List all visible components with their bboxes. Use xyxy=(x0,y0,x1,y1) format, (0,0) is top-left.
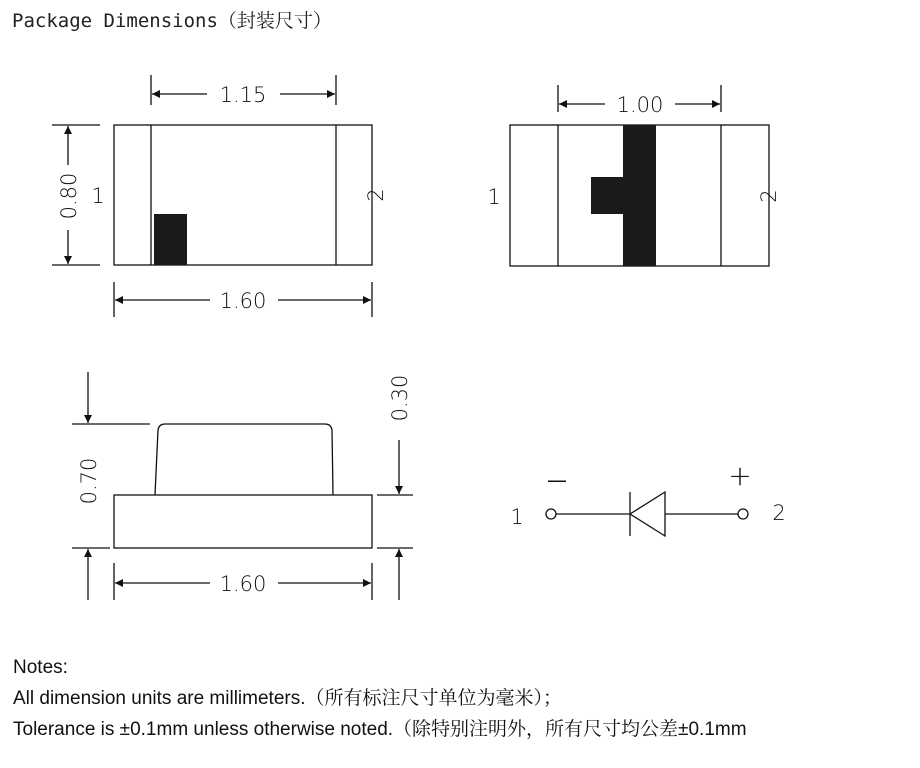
pin-label-2: 2 xyxy=(757,189,781,203)
dim-label-height: 0.80 xyxy=(57,172,81,220)
side-view-base xyxy=(114,495,372,548)
dim-label-width-inner: 1.15 xyxy=(219,83,267,107)
page-title: Package Dimensions（封装尺寸） xyxy=(12,10,332,32)
polarity-tab xyxy=(591,177,624,214)
minus-sign: — xyxy=(547,468,567,492)
pin-label-2: 2 xyxy=(364,188,388,202)
terminal-circle-1 xyxy=(546,509,556,519)
side-view xyxy=(72,372,413,600)
dim-label-total-height: 0.70 xyxy=(77,457,101,505)
diode-schematic xyxy=(546,492,748,536)
dim-label-length: 1.60 xyxy=(219,572,267,596)
terminal-circle-2 xyxy=(738,509,748,519)
dim-label-top-height: 0.30 xyxy=(388,374,412,422)
notes-heading: Notes: xyxy=(13,657,68,678)
side-view-dome xyxy=(155,424,333,495)
polarity-mark xyxy=(154,214,187,265)
diode-triangle xyxy=(630,492,665,536)
schematic-pin-2: 2 xyxy=(772,501,786,525)
notes-tolerance-line: Tolerance is ±0.1mm unless otherwise noted.（除特别注明外，所有尺寸均公差±0.1mm xyxy=(13,719,747,740)
notes-units-line: All dimension units are millimeters.（所有标注尺寸单位为毫米）； xyxy=(13,688,562,709)
dim-label-pad-span: 1.00 xyxy=(616,93,664,117)
pin-label-1: 1 xyxy=(91,184,105,208)
schematic-pin-1: 1 xyxy=(510,505,524,529)
dim-label-length: 1.60 xyxy=(219,289,267,313)
pin-label-1: 1 xyxy=(487,185,501,209)
top-view-body-outline xyxy=(114,125,372,265)
plus-sign: + xyxy=(728,459,752,492)
cathode-band xyxy=(623,125,656,266)
notes-section xyxy=(13,652,747,745)
